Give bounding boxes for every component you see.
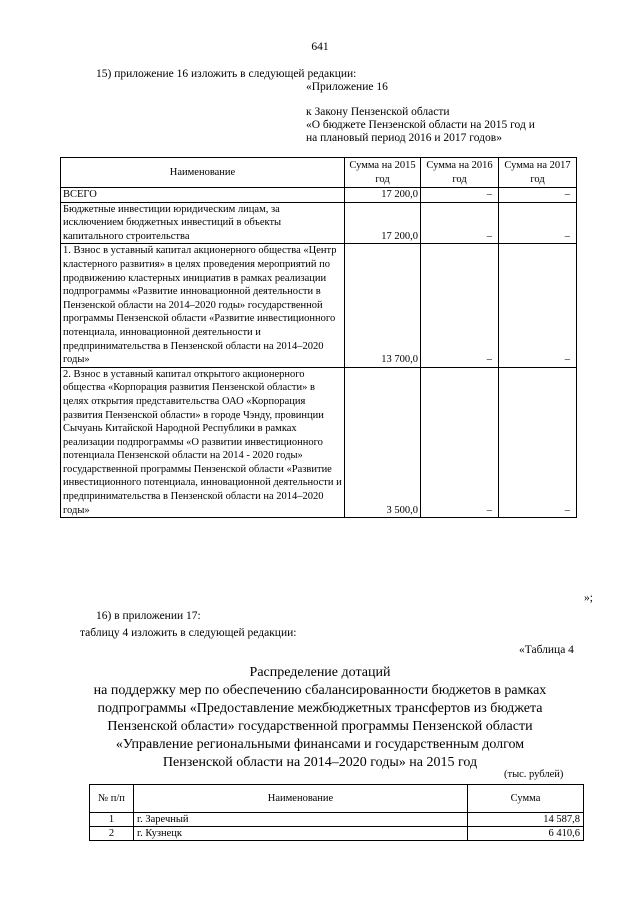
distribution-title-line1: Распределение дотаций [249,665,391,680]
row-number: 2 [90,827,134,841]
row-sum-2017: – [499,202,577,244]
table-row [61,188,577,203]
table4-label: «Таблица 4 [519,644,574,656]
header-name: Наименование [61,158,345,188]
table4-instruction: таблицу 4 изложить в следующей редакции: [80,627,297,639]
appendix-law-line1: к Закону Пензенской области [306,106,450,118]
row-sum-2017: – [499,188,577,203]
investments-table [60,157,577,518]
table-row [61,367,577,518]
row-sum-2016: – [421,244,499,367]
distribution-title-line6: Пензенской области на 2014–2020 годы» на 2015 год [162,755,478,770]
row-name: 2. Взнос в уставный капитал открытого акционерного общества «Корпорация развития Пензенской области» в целях открытия представительства ОАО «Корпорация развития Пензенской области» в городе Чэнду, провинции Сычуань Китайской Народной Республики в рамках реализации подпрограммы «О развитии инвестиционного потенциала Пензенской области на 2014 - 2020 годы» государственной программы Пензенской области «Развитие инвестиционного потенциала, инновационной деятельности и предпринимательства в Пензенской области на 2014–2020 годы» [61,367,345,518]
row-name: г. Кузнецк [134,827,468,841]
row-sum-2015: 17 200,0 [345,202,421,244]
row-name: г. Заречный [134,813,468,827]
row-name: ВСЕГО [61,188,345,203]
appendix-law-line2: «О бюджете Пензенской области на 2015 год и [306,119,535,131]
table-row [61,202,577,244]
distribution-title-line2: на поддержку мер по обеспечению сбалансированности бюджетов в рамках [93,683,547,698]
item-15-text: 15) приложение 16 изложить в следующей редакции: [96,68,357,80]
appendix-title: «Приложение 16 [306,81,388,93]
distribution-title-line5: «Управление региональными финансами и государственным долгом [115,737,525,752]
header-sum-2017: Сумма на 2017 год [499,158,577,188]
item-16-text: 16) в приложении 17: [96,610,201,622]
appendix-law-line3: на плановый период 2016 и 2017 годов» [306,132,502,144]
row-sum-2015: 13 700,0 [345,244,421,367]
page-number: 641 [311,41,329,53]
row-sum-2017: – [499,367,577,518]
table-row [90,813,584,827]
table1-closing-mark: »; [584,592,593,604]
header-sum-2016: Сумма на 2016 год [421,158,499,188]
units-label: (тыс. рублей) [504,769,564,780]
header-number: № п/п [90,785,134,813]
distribution-title-line4: Пензенской области» государственной программы Пензенской области [107,719,533,734]
header-sum: Сумма [468,785,584,813]
row-name: Бюджетные инвестиции юридическим лицам, за исключением бюджетных инвестиций в объекты капитального строительства [61,202,345,244]
table-row [61,244,577,367]
row-sum: 6 410,6 [468,827,584,841]
row-sum-2016: – [421,202,499,244]
subsidies-table [89,784,584,841]
row-sum: 14 587,8 [468,813,584,827]
row-sum-2015: 17 200,0 [345,188,421,203]
row-name: 1. Взнос в уставный капитал акционерного общества «Центр кластерного развития» в целях проведения мероприятий по продвижению кластерных инициатив в рамках реализации подпрограммы «Развитие инновационной деятельности в Пензенской области на 2014–2020 годы» государственной программы Пензенской области «Развитие инвестиционного потенциала, инновационной деятельности и предпринимательства в Пензенской области на 2014–2020 годы» [61,244,345,367]
distribution-title-line3: подпрограммы «Предоставление межбюджетных трансфертов из бюджета [97,701,543,716]
table-row [90,827,584,841]
row-number: 1 [90,813,134,827]
row-sum-2017: – [499,244,577,367]
row-sum-2015: 3 500,0 [345,367,421,518]
row-sum-2016: – [421,367,499,518]
header-name: Наименование [134,785,468,813]
row-sum-2016: – [421,188,499,203]
header-sum-2015: Сумма на 2015 год [345,158,421,188]
